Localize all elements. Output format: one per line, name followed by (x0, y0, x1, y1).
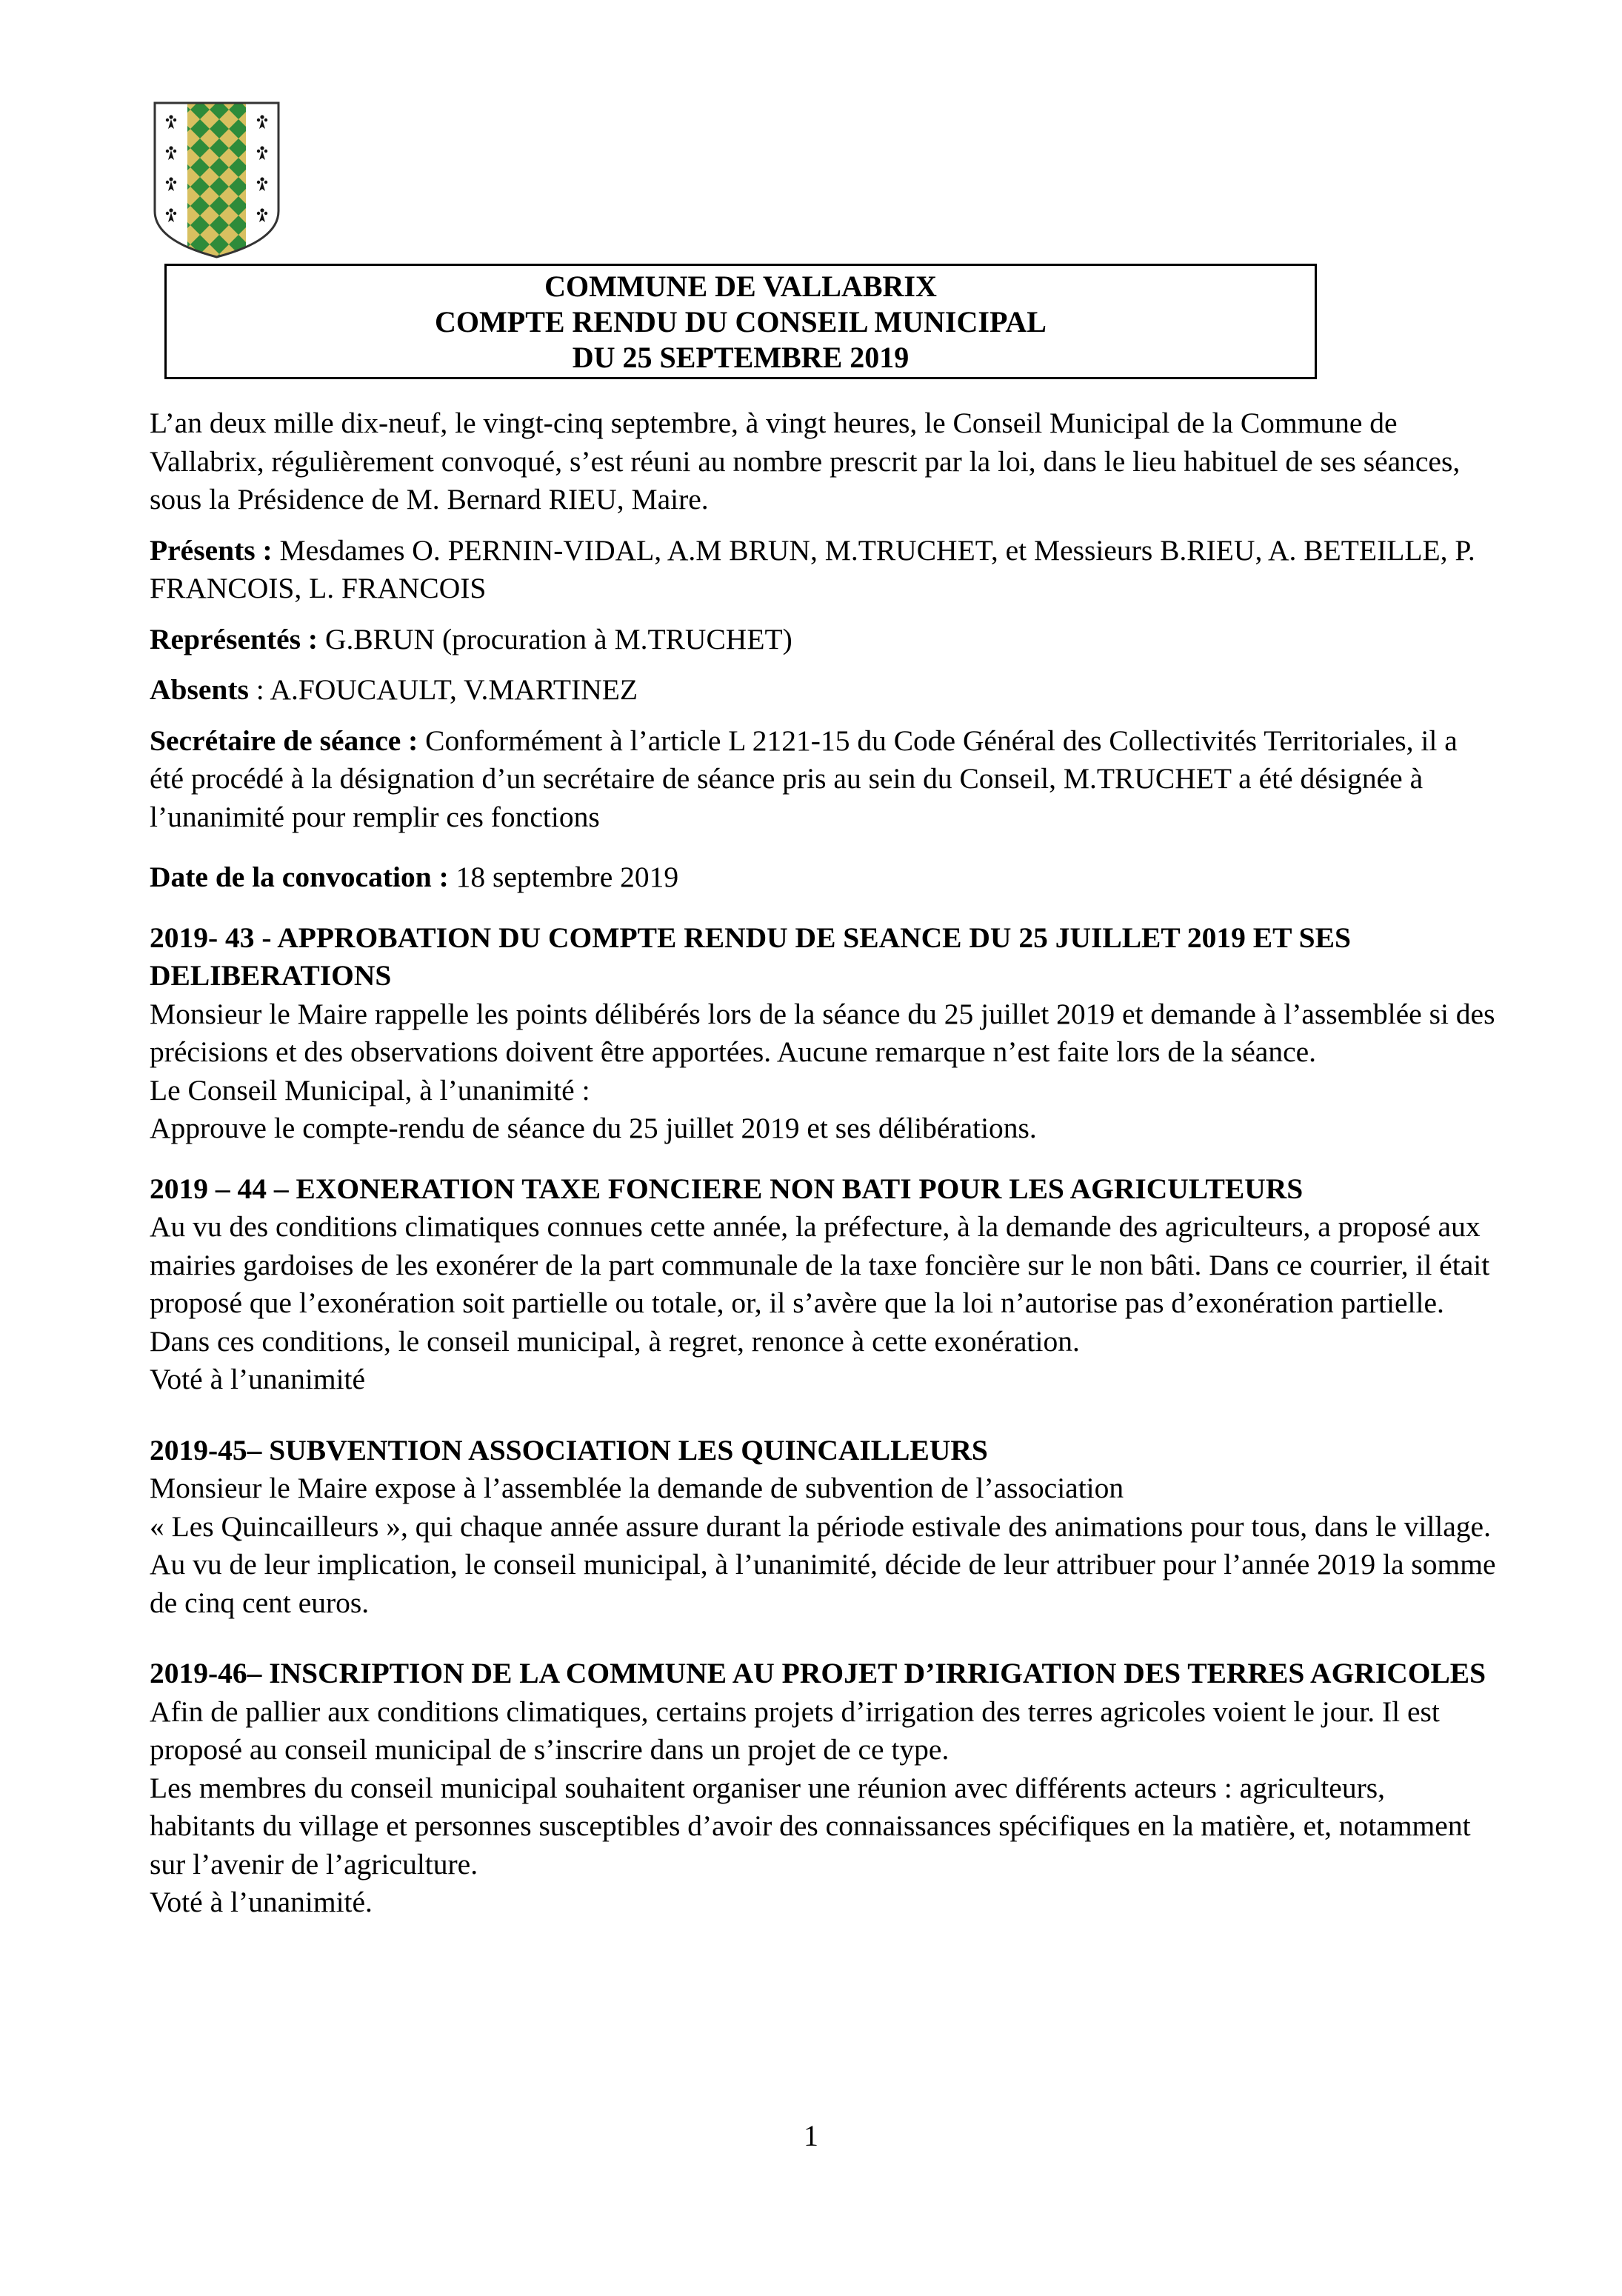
section-title-44: 2019 – 44 – EXONERATION TAXE FONCIERE NON BATI POUR LES AGRICULTEURS (150, 1172, 1304, 1205)
commune-coat-of-arms (152, 100, 281, 259)
absents-text: : A.FOUCAULT, V.MARTINEZ (248, 673, 638, 706)
section-title-43: 2019- 43 - APPROBATION DU COMPTE RENDU DE SEANCE DU 25 JUILLET 2019 ET SES DELIBERATIONS (150, 921, 1351, 992)
representes-label: Représentés : (150, 622, 318, 655)
title-commune: COMMUNE DE VALLABRIX (544, 270, 937, 303)
presents-text: Mesdames O. PERNIN-VIDAL, A.M BRUN, M.TRUCHET, et Messieurs B.RIEU, A. BETEILLE, P. FRANCOIS, L. FRANCOIS (150, 533, 1475, 604)
section-43-paragraph-2: Le Conseil Municipal, à l’unanimité : (150, 1073, 590, 1107)
section-45-paragraph-2: « Les Quincailleurs », qui chaque année assure durant la période estivale des animations pour tous, dans le village. Au vu de leur implication, le conseil municipal, à l’unanimité, décide de leur attribuer pour l’année 2019 la somme de cinq cent euros. (150, 1509, 1496, 1619)
section-46-paragraph-2: Les membres du conseil municipal souhaitent organiser une réunion avec différents acteurs : agriculteurs, habitants du village et personnes susceptibles d’avoir des connaissances spécifiques en la matière, et, notamment sur l’avenir de l’agriculture. (150, 1771, 1471, 1880)
document-body (150, 404, 1496, 1922)
representes-paragraph (150, 621, 1496, 659)
convocation-paragraph (150, 858, 1496, 897)
section-46-paragraph-1: Afin de pallier aux conditions climatiques, certains projets d’irrigation des terres agricoles voient le jour. Il est proposé au conseil municipal de s’inscrire dans un projet de ce type. (150, 1695, 1440, 1766)
section-46-paragraph-3: Voté à l’unanimité. (150, 1886, 373, 1918)
secretaire-paragraph (150, 722, 1496, 837)
section-title-46: 2019-46– INSCRIPTION DE LA COMMUNE AU PROJET D’IRRIGATION DES TERRES AGRICOLES (150, 1657, 1486, 1689)
section-43-paragraph-3: Approuve le compte-rendu de séance du 25 juillet 2019 et ses délibérations. (150, 1112, 1037, 1144)
representes-text: G.BRUN (procuration à M.TRUCHET) (318, 622, 792, 655)
title-compte-rendu: COMPTE RENDU DU CONSEIL MUNICIPAL (435, 305, 1047, 338)
title-date: DU 25 SEPTEMBRE 2019 (572, 341, 910, 374)
section-44-paragraph-1: Au vu des conditions climatiques connues cette année, la préfecture, à la demande des agriculteurs, a proposé aux mairies gardoises de les exonérer de la part communale de la taxe foncière sur le non bâti. Dans ce courrier, il était proposé que l’exonération soit partielle ou totale, or, il s’avère que la loi n’autorise pas d’exonération partielle. (150, 1210, 1490, 1319)
absents-paragraph (150, 671, 1496, 710)
section-title-45: 2019-45– SUBVENTION ASSOCIATION LES QUINCAILLEURS (150, 1433, 988, 1466)
section-43-paragraph-1: Monsieur le Maire rappelle les points délibérés lors de la séance du 25 juillet 2019 et demande à l’assemblée si des précisions et des observations doivent être apportées. Aucune remarque n’est faite lors de la séance. (150, 997, 1495, 1068)
section-44-paragraph-2: Dans ces conditions, le conseil municipal, à regret, renonce à cette exonération. (150, 1324, 1080, 1358)
secretaire-text: Conformément à l’article L 2121-15 du Code Général des Collectivités Territoriales, il a été procédé à la désignation d’un secrétaire de séance pris au sein du Conseil, M.TRUCHET a été désignée à l’unanimité pour remplir ces fonctions (150, 724, 1458, 833)
document-title-box (164, 264, 1317, 379)
intro-paragraph: L’an deux mille dix-neuf, le vingt-cinq septembre, à vingt heures, le Conseil Municipal de la Commune de Vallabrix, régulièrement convoqué, s’est réuni au nombre prescrit par la loi, dans le lieu habituel de ses séances, sous la Présidence de M. Bernard RIEU, Maire. (150, 407, 1461, 515)
section-45-paragraph-1: Monsieur le Maire expose à l’assemblée la demande de subvention de l’association (150, 1472, 1124, 1504)
absents-label: Absents (150, 673, 249, 706)
page-number: 1 (804, 2119, 818, 2152)
presents-paragraph (150, 532, 1496, 608)
secretaire-label: Secrétaire de séance : (150, 724, 418, 757)
convocation-text: 18 septembre 2019 (448, 861, 679, 893)
convocation-label: Date de la convocation : (150, 861, 449, 893)
section-44-paragraph-3: Voté à l’unanimité (150, 1363, 366, 1395)
presents-label: Présents : (150, 533, 273, 567)
